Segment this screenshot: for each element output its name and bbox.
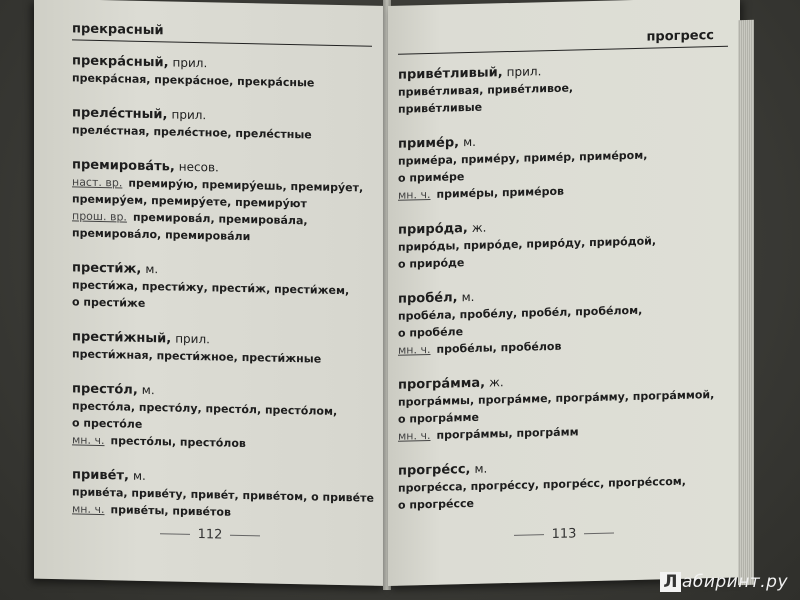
inflection-text: престо́лы, престо́лов [110, 434, 246, 451]
headword: приве́т, м. [72, 467, 146, 484]
headword-text: програ́мма [398, 375, 481, 393]
dictionary-entry [398, 214, 728, 273]
watermark-logo: Л абиринт.ру [660, 572, 788, 592]
dictionary-entry [72, 328, 372, 368]
inflection-text: о приро́де [398, 256, 465, 271]
headword: приве́тливый, прил. [398, 64, 542, 83]
inflection-text: пробе́лы, пробе́лов [436, 339, 562, 356]
dictionary-entry [72, 104, 372, 144]
inflection-text: премиру́ю, премиру́ешь, премиру́ет, [128, 176, 364, 195]
inflection-text: приро́ды, приро́де, приро́ду, приро́дой, [398, 234, 657, 254]
headword-text: приве́т [72, 467, 124, 484]
inflection-text: приве́тливые [398, 100, 483, 116]
headword: прекра́сный, прил. [72, 53, 208, 71]
inflection-text: о приме́ре [398, 170, 465, 185]
dictionary-entry [398, 455, 728, 514]
headword: премирова́ть, несов. [72, 157, 219, 175]
page-number-right: 113 [388, 522, 740, 546]
inflection-text: премирова́л, премирова́ла, [132, 210, 308, 228]
headword: преле́стный, прил. [72, 105, 207, 123]
inflection-text: о престо́ле [72, 416, 143, 431]
part-of-speech: прил. [172, 55, 208, 71]
running-header-left: прекрасный [72, 21, 372, 46]
part-of-speech: ж. [471, 220, 487, 235]
part-of-speech: прил. [506, 64, 542, 80]
inflection-text: о програ́мме [398, 410, 479, 426]
inflection-text: програ́ммы, програ́мме, програ́мму, програ́ммой, [398, 388, 715, 409]
headword-text: приве́тливый [398, 65, 498, 83]
entry-list-left [72, 52, 372, 523]
inflection-text: прогре́сса, прогре́ссу, прогре́сс, прогре́ссом, [398, 474, 686, 495]
part-of-speech: прил. [175, 331, 210, 347]
inflection-text: престо́ла, престо́лу, престо́л, престо́лом, [72, 399, 338, 418]
headword-text: престо́л [72, 381, 133, 398]
part-of-speech: ж. [489, 375, 504, 390]
part-of-speech: м. [474, 461, 488, 476]
inflection-text: приве́ты, приве́тов [110, 503, 231, 519]
dictionary-entry [398, 283, 728, 359]
headword: пробе́л, м. [398, 289, 475, 307]
inflection-text: о прогре́ссе [398, 496, 475, 512]
part-of-speech: м. [461, 289, 475, 305]
grammar-label: мн. ч. [398, 187, 431, 202]
part-of-speech: м. [145, 261, 159, 277]
headword: прогре́сс, м. [398, 461, 488, 479]
headword: приро́да, ж. [398, 220, 487, 238]
headword: престо́л, м. [72, 381, 155, 398]
dictionary-entry [398, 369, 728, 445]
headword: приме́р, м. [398, 134, 476, 152]
headword-text: приме́р [398, 135, 455, 152]
grammar-label: мн. ч. [398, 342, 431, 357]
headword: програ́мма, ж. [398, 375, 504, 393]
dictionary-entry [398, 59, 728, 118]
dictionary-entry [72, 156, 372, 247]
dictionary-entry [72, 380, 372, 454]
inflection-text: приве́та, приве́ту, приве́т, приве́том, о приве́те [72, 485, 374, 505]
inflection-text: о прести́же [72, 295, 146, 310]
inflection-text: премиру́ем, премиру́ете, премиру́ют [72, 192, 307, 211]
part-of-speech: прил. [171, 107, 207, 123]
headword: прести́ж, м. [72, 260, 159, 277]
grammar-label: мн. ч. [72, 433, 105, 448]
page-edges [738, 20, 754, 585]
dictionary-entry [72, 466, 372, 523]
inflection-text: приве́тливая, приве́тливое, [398, 81, 574, 99]
inflection-text: приме́ра, приме́ру, приме́р, приме́ром, [398, 148, 648, 168]
part-of-speech: м. [141, 382, 155, 398]
inflection-text: приме́ры, приме́ров [436, 184, 564, 201]
headword-text: премирова́ть [72, 157, 170, 175]
headword: прести́жный, прил. [72, 329, 210, 347]
headword-text: пробе́л [398, 290, 453, 307]
running-header-right: прогресс [398, 28, 728, 55]
left-page [34, 0, 386, 586]
part-of-speech: несов. [178, 159, 219, 175]
inflection-text: о пробе́ле [398, 325, 464, 340]
inflection-text: преле́стная, преле́стное, преле́стные [72, 123, 312, 142]
grammar-label: мн. ч. [398, 428, 431, 443]
headword-text: преле́стный [72, 105, 163, 123]
inflection-text: прекра́сная, прекра́сное, прекра́сные [72, 71, 315, 90]
right-page [388, 0, 740, 586]
dictionary-entry [72, 259, 372, 316]
headword-text: прекра́сный [72, 53, 164, 71]
grammar-label: прош. вр. [72, 209, 127, 224]
grammar-label: мн. ч. [72, 502, 105, 517]
inflection-text: пробе́ла, пробе́лу, пробе́л, пробе́лом, [398, 303, 643, 323]
inflection-text: прести́жа, прести́жу, прести́ж, прести́жем, [72, 278, 350, 298]
headword-text: прести́ж [72, 260, 137, 277]
page-number-left: 112 [34, 524, 386, 546]
inflection-text: прести́жная, прести́жное, прести́жные [72, 347, 322, 366]
dictionary-entry [398, 128, 728, 204]
headword-text: приро́да [398, 221, 463, 238]
inflection-text: премирова́ло, премирова́ли [72, 226, 251, 244]
headword-text: прогре́сс [398, 462, 466, 479]
headword-text: прести́жный [72, 329, 167, 347]
part-of-speech: м. [132, 468, 146, 483]
dictionary-entry [72, 52, 372, 92]
grammar-label: наст. вр. [72, 175, 123, 190]
part-of-speech: м. [463, 134, 476, 150]
inflection-text: програ́ммы, програ́мм [436, 425, 579, 442]
entry-list-right [398, 59, 728, 514]
